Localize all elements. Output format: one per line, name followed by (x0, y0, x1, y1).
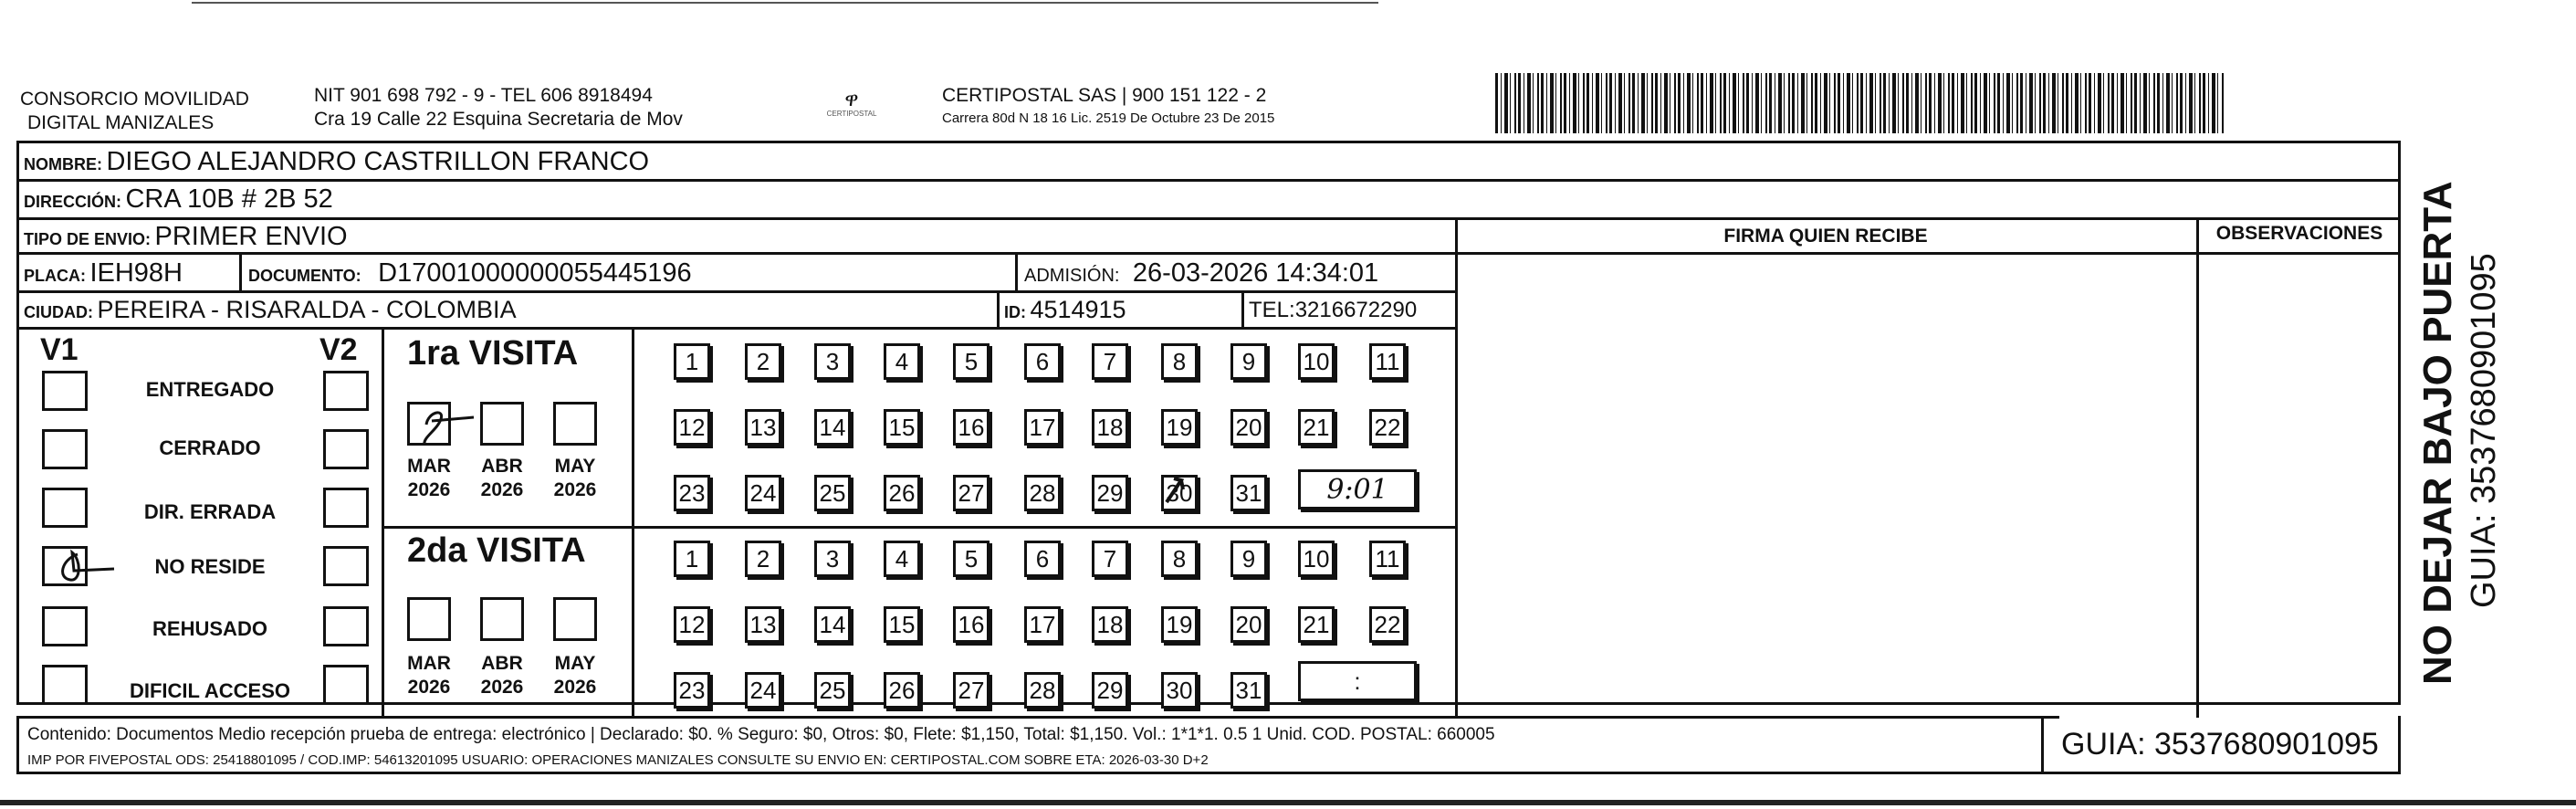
first-visit-day-24[interactable]: 24 (745, 475, 781, 511)
nombre-label: NOMBRE: (24, 155, 102, 173)
first-visit-day-21[interactable]: 21 (1298, 409, 1335, 446)
first-visit-day-25[interactable]: 25 (814, 475, 851, 511)
second-month-may-label: MAY 2026 (553, 653, 597, 698)
option-cerrado: CERRADO (159, 436, 261, 459)
handwritten-check-mark (1161, 475, 1198, 511)
second-visit-day-28[interactable]: 28 (1024, 672, 1061, 709)
second-visit-month-may[interactable] (553, 597, 597, 641)
handwritten-check-mark (414, 403, 487, 448)
row-divider (1455, 252, 2401, 255)
option-rehusado: REHUSADO (152, 617, 267, 640)
second-month-mar-label: MAR 2026 (407, 653, 451, 698)
company-nit (314, 84, 683, 131)
v2-checkbox-entregado[interactable] (323, 371, 369, 411)
tipo-label: TIPO DE ENVIO: (24, 230, 152, 248)
first-visit-month-abr[interactable] (480, 402, 524, 446)
first-visit-label: 1ra VISITA (407, 334, 579, 373)
side-warning: NO DEJAR BAJO PUERTA (2415, 181, 2460, 685)
documento-label: DOCUMENTO: (248, 267, 361, 285)
row-divider (16, 179, 2401, 182)
v2-checkbox-cerrado[interactable] (323, 429, 369, 469)
second-visit-day-14[interactable]: 14 (814, 606, 851, 643)
first-visit-day-20[interactable]: 20 (1230, 409, 1267, 446)
second-visit-day-11[interactable]: 11 (1369, 541, 1406, 577)
second-visit-day-15[interactable]: 15 (884, 606, 920, 643)
second-visit-day-12[interactable]: 12 (674, 606, 710, 643)
column-divider (2196, 217, 2199, 718)
tipo-envio-row (24, 222, 348, 252)
second-visit-day-9[interactable]: 9 (1230, 541, 1267, 577)
v2-checkbox-dir-errada[interactable] (323, 488, 369, 528)
row-divider (16, 327, 1455, 330)
first-visit-day-31[interactable]: 31 (1230, 475, 1267, 511)
second-visit-day-5[interactable]: 5 (953, 541, 990, 577)
second-visit-day-19[interactable]: 19 (1161, 606, 1198, 643)
second-visit-day-23[interactable]: 23 (674, 672, 710, 709)
tel-label: TEL: (1249, 298, 1295, 322)
id-cell (1004, 296, 1126, 324)
admision-label: ADMISIÓN: (1024, 266, 1120, 286)
second-visit-day-25[interactable]: 25 (814, 672, 851, 709)
first-visit-time-box[interactable] (1298, 469, 1417, 510)
id-value: 4514915 (1030, 296, 1126, 323)
first-visit-day-19[interactable]: 19 (1161, 409, 1198, 446)
barcode (1495, 73, 2225, 133)
first-visit-day-8[interactable]: 8 (1161, 343, 1198, 380)
side-guia: GUIA: 3537680901095 (2465, 253, 2503, 608)
first-visit-day-28[interactable]: 28 (1024, 475, 1061, 511)
second-visit-day-16[interactable]: 16 (953, 606, 990, 643)
first-visit-day-16[interactable]: 16 (953, 409, 990, 446)
footer-imp-line: IMP POR FIVEPOSTAL ODS: 25418801095 / COD.IMP: 54613201095 USUARIO: OPERACIONES MANIZALES CONSULTE SU ENVIO EN: CERTIPOSTAL.COM SOBRE ETA: 2026-03-30 D+2 (27, 752, 1209, 768)
second-visit-day-8[interactable]: 8 (1161, 541, 1198, 577)
documento-cell (248, 258, 692, 289)
first-visit-day-4[interactable]: 4 (884, 343, 920, 380)
observaciones-label: OBSERVACIONES (2215, 223, 2383, 244)
first-visit-day-23[interactable]: 23 (674, 475, 710, 511)
v1-checkbox-dir-errada[interactable] (42, 488, 88, 528)
tel-value: 3216672290 (1294, 298, 1418, 322)
first-visit-day-6[interactable]: 6 (1024, 343, 1061, 380)
placa-value: IEH98H (89, 258, 183, 288)
second-visit-month-mar[interactable] (407, 597, 451, 641)
second-visit-day-26[interactable]: 26 (884, 672, 920, 709)
first-visit-day-14[interactable]: 14 (814, 409, 851, 446)
v2-checkbox-dificil-acceso[interactable] (323, 665, 369, 705)
second-visit-day-18[interactable]: 18 (1092, 606, 1128, 643)
option-entregado: ENTREGADO (145, 378, 275, 401)
first-visit-day-11[interactable]: 11 (1369, 343, 1406, 380)
first-visit-month-mar[interactable] (407, 402, 451, 446)
second-visit-day-29[interactable]: 29 (1092, 672, 1128, 709)
first-visit-day-7[interactable]: 7 (1092, 343, 1128, 380)
footer-contenido: Contenido: Documentos Medio recepción prueba de entrega: electrónico | Declarado: $0. % Seguro: $0, Otros: $0, Flete: $1,150, Total: $1,150. Vol.: 1*1*1. 0.5 1 Unid. COD. POSTAL: 660005 (27, 725, 1495, 744)
tel-cell (1249, 298, 1417, 323)
second-visit-day-10[interactable]: 10 (1298, 541, 1335, 577)
row-divider (16, 290, 1455, 293)
first-visit-day-12[interactable]: 12 (674, 409, 710, 446)
logo-text: CERTIPOSTAL (826, 110, 877, 118)
second-month-abr-label: ABR 2026 (480, 653, 524, 698)
row-divider (382, 526, 1455, 529)
placa-cell (24, 258, 183, 289)
nombre-value: DIEGO ALEJANDRO CASTRILLON FRANCO (106, 147, 650, 176)
top-edge-line (192, 2, 1378, 4)
direccion-row (24, 184, 333, 215)
first-visit-day-15[interactable]: 15 (884, 409, 920, 446)
second-visit-day-7[interactable]: 7 (1092, 541, 1128, 577)
option-no-reside: NO RESIDE (154, 555, 266, 578)
firma-label: FIRMA QUIEN RECIBE (1723, 226, 1928, 247)
v1-checkbox-dificil-acceso[interactable] (42, 665, 88, 705)
v2-checkbox-no-reside[interactable] (323, 546, 369, 586)
signature-area[interactable] (1461, 257, 2191, 714)
company-name (20, 88, 249, 135)
carrier-line-1: CERTIPOSTAL SAS | 900 151 122 - 2 (942, 85, 1267, 106)
first-visit-day-9[interactable]: 9 (1230, 343, 1267, 380)
first-visit-day-5[interactable]: 5 (953, 343, 990, 380)
first-visit-day-22[interactable]: 22 (1369, 409, 1406, 446)
v2-header: V2 (319, 332, 358, 367)
cell-divider (997, 292, 1000, 329)
ciudad-value: PEREIRA - RISARALDA - COLOMBIA (97, 296, 517, 323)
logo-icon: ዋ (844, 88, 859, 110)
v1-header: V1 (40, 332, 79, 367)
direccion-label: DIRECCIÓN: (24, 193, 121, 211)
cell-divider (1241, 292, 1244, 329)
first-visit-day-2[interactable]: 2 (745, 343, 781, 380)
bottom-edge-line (0, 800, 2576, 805)
option-dificil-acceso: DIFICIL ACCESO (129, 679, 290, 702)
first-visit-day-18[interactable]: 18 (1092, 409, 1128, 446)
second-visit-day-24[interactable]: 24 (745, 672, 781, 709)
ciudad-cell (24, 296, 517, 324)
second-visit-time-box[interactable] (1298, 661, 1417, 701)
first-visit-day-29[interactable]: 29 (1092, 475, 1128, 511)
first-visit-day-27[interactable]: 27 (953, 475, 990, 511)
first-visit-day-30[interactable] (1161, 475, 1198, 511)
second-visit-month-abr[interactable] (480, 597, 524, 641)
first-month-mar-label: MAR 2026 (407, 456, 451, 500)
first-visit-month-may[interactable] (553, 402, 597, 446)
v1-checkbox-no-reside[interactable] (42, 546, 88, 586)
second-visit-day-27[interactable]: 27 (953, 672, 990, 709)
second-visit-day-1[interactable]: 1 (674, 541, 710, 577)
second-visit-day-31[interactable]: 31 (1230, 672, 1267, 709)
option-dir-errada: DIR. ERRADA (143, 500, 277, 523)
second-visit-day-30[interactable]: 30 (1161, 672, 1198, 709)
v1-checkbox-rehusado[interactable] (42, 606, 88, 646)
tipo-value: PRIMER ENVIO (154, 222, 348, 251)
first-visit-day-30-text: 30 (1166, 478, 1193, 507)
second-visit-day-21[interactable]: 21 (1298, 606, 1335, 643)
second-visit-day-2[interactable]: 2 (745, 541, 781, 577)
v1-checkbox-cerrado[interactable] (42, 429, 88, 469)
company-line-1: CONSORCIO MOVILIDAD (20, 89, 249, 110)
second-visit-day-6[interactable]: 6 (1024, 541, 1061, 577)
second-visit-label: 2da VISITA (407, 531, 586, 570)
nit-line-1: NIT 901 698 792 - 9 - TEL 606 8918494 (314, 85, 653, 106)
carrier-logo (820, 89, 884, 118)
column-divider (1455, 217, 1458, 718)
second-visit-day-20[interactable]: 20 (1230, 606, 1267, 643)
ciudad-label: CIUDAD: (24, 303, 93, 321)
column-divider (632, 327, 634, 718)
row-divider (16, 252, 1455, 255)
column-divider (382, 327, 384, 718)
v1-checkbox-entregado[interactable] (42, 371, 88, 411)
first-visit-day-10[interactable]: 10 (1298, 343, 1335, 380)
first-visit-day-1[interactable]: 1 (674, 343, 710, 380)
second-visit-day-4[interactable]: 4 (884, 541, 920, 577)
nit-line-2: Cra 19 Calle 22 Esquina Secretaria de Mov (314, 109, 683, 130)
company-line-2: DIGITAL MANIZALES (27, 112, 215, 133)
second-visit-day-17[interactable]: 17 (1024, 606, 1061, 643)
second-visit-day-3[interactable]: 3 (814, 541, 851, 577)
second-visit-day-13[interactable]: 13 (745, 606, 781, 643)
placa-label: PLACA: (24, 267, 86, 285)
cell-divider (239, 254, 242, 292)
second-visit-time: : (1354, 667, 1361, 695)
first-visit-day-13[interactable]: 13 (745, 409, 781, 446)
first-visit-day-3[interactable]: 3 (814, 343, 851, 380)
first-visit-time: 9:01 (1326, 473, 1388, 506)
id-label: ID: (1004, 303, 1026, 321)
footer-guia: GUIA: 3537680901095 (2061, 727, 2379, 762)
observaciones-area[interactable] (2202, 257, 2397, 714)
direccion-value: CRA 10B # 2B 52 (125, 184, 333, 214)
row-divider (16, 217, 2401, 220)
cell-divider (1015, 254, 1018, 292)
second-visit-day-22[interactable]: 22 (1369, 606, 1406, 643)
first-visit-day-26[interactable]: 26 (884, 475, 920, 511)
carrier-info (942, 84, 1274, 128)
documento-value: D17001000000055445196 (378, 258, 692, 288)
admision-value: 26-03-2026 14:34:01 (1132, 258, 1379, 288)
carrier-line-2: Carrera 80d N 18 16 Lic. 2519 De Octubre 23 De 2015 (942, 110, 1275, 126)
first-month-abr-label: ABR 2026 (480, 456, 524, 500)
admision-cell (1024, 258, 1378, 289)
first-month-may-label: MAY 2026 (553, 456, 597, 500)
v2-checkbox-rehusado[interactable] (323, 606, 369, 646)
nombre-row (24, 147, 649, 177)
first-visit-day-17[interactable]: 17 (1024, 409, 1061, 446)
